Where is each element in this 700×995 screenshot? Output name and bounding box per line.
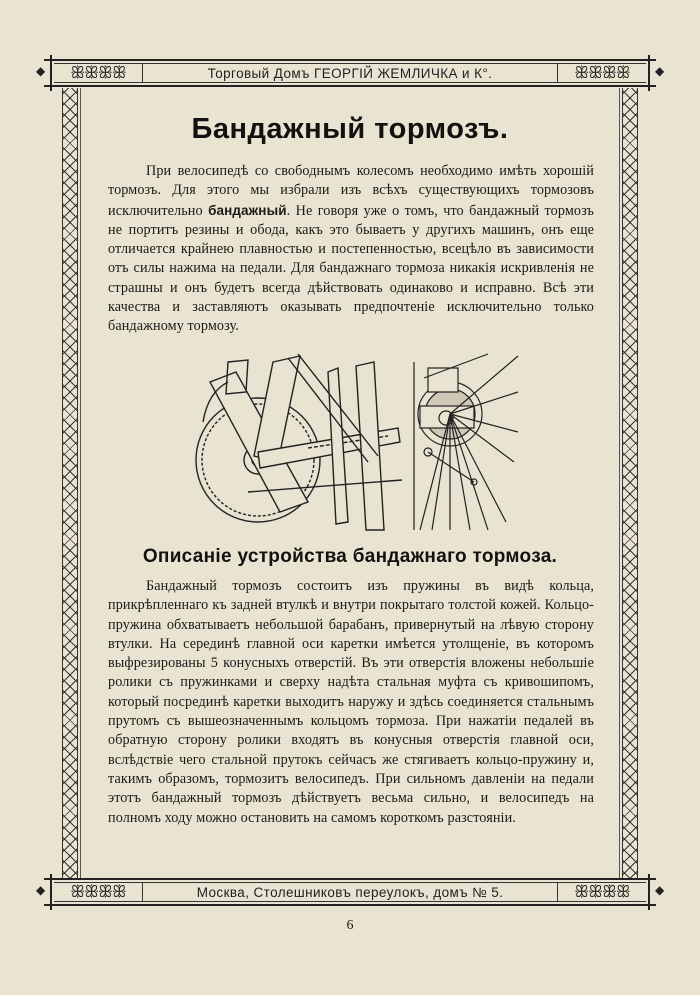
page-number: 6 [346,918,354,933]
footer-left-ornament: ꕥꕥꕥꕥ [54,883,143,901]
section-subtitle: Описаніе устройства бандажнаго тормоза. [142,546,558,567]
right-end-ornament: ◆ [655,64,665,78]
intro-text-1: При велосипедѣ со свободнымъ колесомъ необходимо имѣть хорошій тормозъ. Для этого мы избрали изъ всѣхъ существующихъ тормозовъ исключительно [108,163,594,219]
chainring-drawing [196,354,402,530]
header-left-ornament: ꕥꕥꕥꕥ [54,64,143,82]
intro-paragraph [108,162,594,337]
footer-bar [44,878,656,906]
intro-text-2: . Не говоря уже о томъ, что бандажный тормозъ не портитъ резины и обода, какъ это бываетъ у другихъ машинъ, онъ еще отличается крайнею плавностью и постепенностью, всецѣло въ зависимости отъ силы нажима на педали. Для бандажнаго тормоза никакія искривленія не страшны и онъ будетъ всегда дѣйствовать одинаково и исправно. Всѣ эти качества и заставляютъ оказывать предпочтеніе исключительно только бандажному тормозу. [108,202,594,335]
footer-left-end-ornament: ◆ [36,883,46,897]
left-end-ornament: ◆ [36,64,46,78]
header-text: Торговый Домъ ГЕОРГІЙ ЖЕМЛИЧКА и К°. [207,66,493,81]
brake-illustration [188,352,520,532]
footer-right-ornament: ꕥꕥꕥꕥ [557,883,646,901]
hub-drawing [414,354,518,530]
footer-text: Москва, Столешниковъ переулокъ, домъ № 5. [196,885,504,900]
footer-right-end-ornament: ◆ [655,883,665,897]
left-border [62,88,78,878]
intro-bold-word: бандажный [208,202,287,218]
description-paragraph: Бандажный тормозъ состоитъ изъ пружины въ видѣ кольца, прикрѣпленнаго къ задней втулкѣ и внутри покрытаго толстой кожей. Кольцо-пружина обхватываетъ небольшой барабанъ, привернутый на лѣвую сторону втулки. На серединѣ главной оси каретки имѣется утолщеніе, въ которомъ выфрезированы 5 конусныхъ отверстій. Въ эти отверстія вложены небольшіе ролики съ пружинками и сверху надѣта стальная муфта съ кривошипомъ, который посрединѣ каретки выходитъ наружу и здѣсь соединяется стальнымъ прутомъ съ вышеозначеннымъ кольцомъ тормоза. При нажатіи педалей въ обратную сторону ролики входятъ въ конусныя отверстія главной оси, вслѣдствіе чего стальной прутокъ сейчасъ же стягиваетъ кольцо-пружину и, такимъ образомъ, тормозитъ велосипедъ. При сильномъ давленіи на педали этотъ бандажный тормозъ дѣйствуетъ весьма сильно, и велосипедъ на полномъ ходу можно остановить на самомъ короткомъ разстояніи. [108,578,594,826]
header-bar [44,59,656,87]
right-border [622,88,638,878]
page-title: Бандажный тормозъ. [191,113,509,145]
header-right-ornament: ꕥꕥꕥꕥ [557,64,646,82]
